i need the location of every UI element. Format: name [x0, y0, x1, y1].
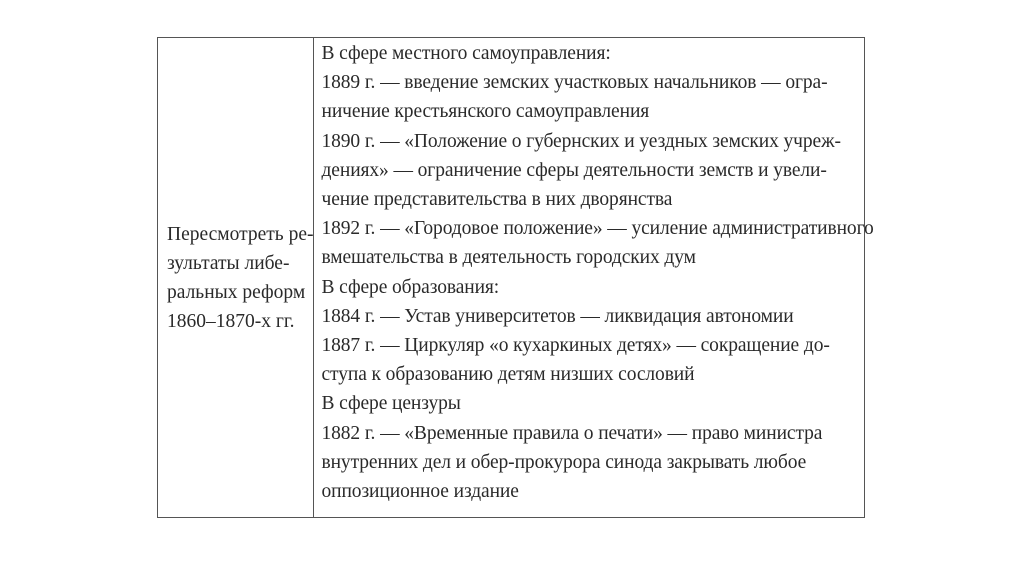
measure-line: 1882 г. — «Временные правила о печати» — право министра: [321, 422, 823, 444]
measure-line: дениях» — ограничение сферы деятельности земств и увели-: [321, 159, 827, 181]
measure-line: чение представительства в них дворянства: [321, 189, 673, 211]
table-cell-measures: [314, 38, 873, 517]
goal-line: 1860–1870-х гг.: [167, 310, 295, 332]
measure-line: оппозиционное издание: [321, 481, 519, 503]
measure-line: 1892 г. — «Городовое положение» — усиление административного: [321, 218, 874, 240]
goal-line: Пересмотреть ре-: [167, 223, 314, 245]
measure-line: 1884 г. — Устав университетов — ликвидация автономии: [321, 305, 794, 327]
measure-line: ступа к образованию детям низших сословий: [321, 364, 695, 386]
measure-line: вмешательства в деятельность городских дум: [321, 247, 696, 269]
measure-line: внутренних дел и обер-прокурора синода закрывать любое: [321, 451, 807, 473]
goal-line: зультаты либе-: [167, 252, 290, 274]
goal-text: [167, 220, 313, 336]
measure-line: 1890 г. — «Положение о губернских и уездных земских учреж-: [321, 130, 841, 152]
table-cell-goal: [158, 38, 314, 517]
measure-line: 1889 г. — введение земских участковых начальников — огра-: [321, 72, 828, 94]
goal-line: ральных реформ: [167, 281, 306, 303]
section-heading-education: В сфере образования:: [321, 276, 500, 298]
measure-line: 1887 г. — Циркуляр «о кухаркиных детях» — сокращение до-: [321, 335, 830, 357]
section-heading-local-government: В сфере местного самоуправления:: [321, 43, 611, 64]
section-heading-censorship: В сфере цензуры: [321, 393, 461, 415]
measure-line: ничение крестьянского самоуправления: [321, 101, 650, 123]
reforms-table: [157, 37, 874, 518]
